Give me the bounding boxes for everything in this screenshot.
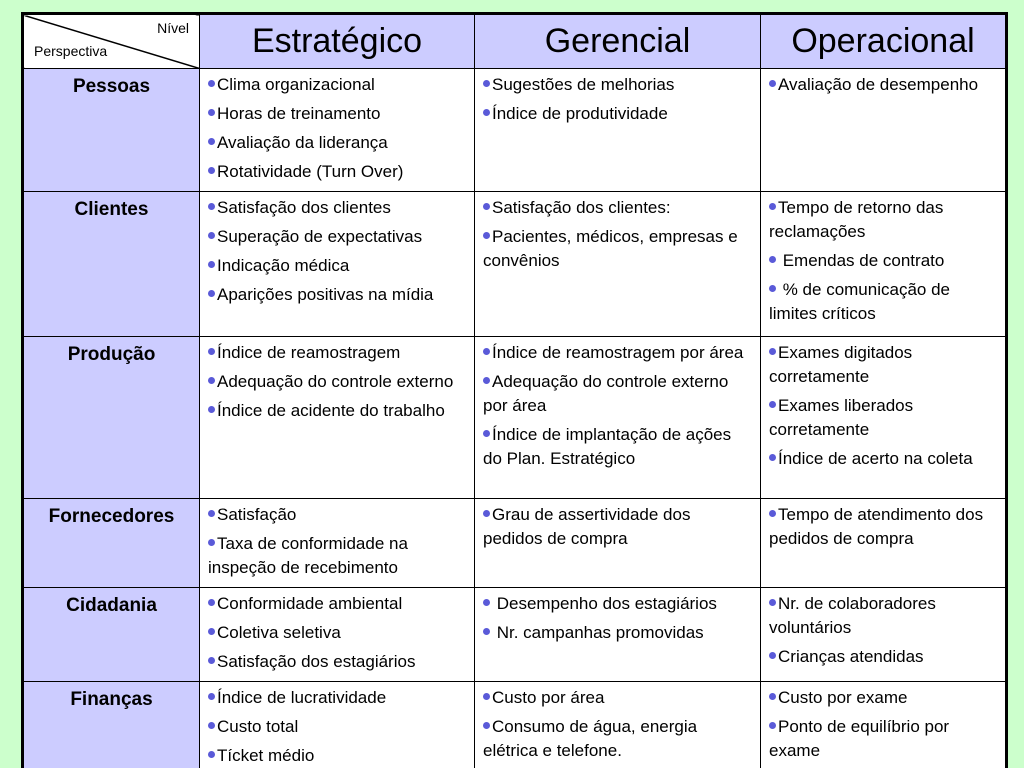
list-item — [769, 592, 997, 640]
cell-operacional — [761, 588, 1007, 682]
indicator-text: Custo por exame — [778, 688, 908, 707]
bullet-icon — [769, 722, 776, 729]
list-item — [483, 102, 752, 126]
indicator-text: Índice de reamostragem — [217, 343, 401, 362]
indicator-text: Horas de treinamento — [217, 104, 381, 123]
table-row — [23, 682, 1007, 768]
list-item — [769, 249, 997, 273]
list-item — [208, 196, 466, 220]
indicator-list — [769, 503, 997, 551]
list-item — [208, 73, 466, 97]
row-header: Finanças — [23, 682, 200, 768]
indicator-text: Indicação médica — [217, 256, 350, 275]
indicator-text: Grau de assertividade dos pedidos de compra — [483, 505, 691, 548]
bullet-icon — [769, 510, 776, 517]
bullet-icon — [483, 348, 490, 355]
list-item — [208, 102, 466, 126]
cell-estrategico — [200, 192, 475, 337]
indicator-text: Rotatividade (Turn Over) — [217, 162, 404, 181]
indicator-text: Sugestões de melhorias — [492, 75, 675, 94]
cell-gerencial — [475, 682, 761, 768]
indicator-text: Consumo de água, energia elétrica e telefone. — [483, 717, 698, 760]
cell-operacional — [761, 337, 1007, 499]
bullet-icon — [208, 232, 215, 239]
indicator-text: Satisfação dos clientes: — [492, 198, 671, 217]
bullet-icon — [483, 599, 490, 606]
indicator-text: Tícket médio — [217, 746, 315, 765]
bullet-icon — [769, 599, 776, 606]
cell-estrategico — [200, 337, 475, 499]
header-row — [23, 14, 1007, 69]
indicator-text: Superação de expectativas — [217, 227, 423, 246]
cell-gerencial — [475, 192, 761, 337]
bullet-icon — [483, 80, 490, 87]
list-item — [483, 423, 752, 471]
list-item — [769, 503, 997, 551]
indicator-list — [483, 341, 752, 471]
bullet-icon — [208, 722, 215, 729]
cell-estrategico — [200, 69, 475, 192]
row-header: Cidadania — [23, 588, 200, 682]
indicator-text: Tempo de atendimento dos pedidos de compra — [769, 505, 984, 548]
indicator-list — [208, 196, 466, 307]
bullet-icon — [769, 80, 776, 87]
list-item — [483, 370, 752, 418]
bullet-icon — [208, 167, 215, 174]
indicator-list — [483, 73, 752, 126]
row-header: Produção — [23, 337, 200, 499]
bullet-icon — [769, 652, 776, 659]
list-item — [483, 225, 752, 273]
indicator-list — [769, 686, 997, 763]
list-item — [208, 686, 466, 710]
table-row — [23, 69, 1007, 192]
cell-gerencial — [475, 588, 761, 682]
bullet-icon — [483, 109, 490, 116]
perspectiva-label: Perspectiva — [34, 43, 108, 59]
list-item — [769, 686, 997, 710]
column-header-operacional: Operacional — [761, 14, 1007, 69]
indicator-list — [208, 592, 466, 674]
bullet-icon — [483, 232, 490, 239]
indicator-text: Tempo de retorno das reclamações — [769, 198, 944, 241]
indicator-text: Custo por área — [492, 688, 605, 707]
indicator-text: Avaliação de desempenho — [778, 75, 979, 94]
indicator-text: Satisfação — [217, 505, 297, 524]
indicator-text: Ponto de equilíbrio por exame — [769, 717, 950, 760]
indicator-text: Crianças atendidas — [778, 647, 924, 666]
list-item — [483, 715, 752, 763]
bullet-icon — [208, 628, 215, 635]
list-item — [769, 73, 997, 97]
indicator-text: Nr. campanhas promovidas — [492, 623, 704, 642]
bullet-icon — [208, 693, 215, 700]
indicators-table — [21, 12, 1008, 768]
list-item — [483, 686, 752, 710]
cell-gerencial — [475, 337, 761, 499]
indicator-text: Desempenho dos estagiários — [492, 594, 717, 613]
bullet-icon — [208, 203, 215, 210]
indicator-text: Índice de acerto na coleta — [778, 449, 973, 468]
column-header-gerencial: Gerencial — [475, 14, 761, 69]
list-item — [208, 621, 466, 645]
corner-cell — [23, 14, 200, 69]
bullet-icon — [208, 751, 215, 758]
bullet-icon — [208, 109, 215, 116]
list-item — [208, 715, 466, 739]
list-item — [208, 399, 466, 423]
bullet-icon — [769, 693, 776, 700]
indicator-text: Satisfação dos estagiários — [217, 652, 416, 671]
list-item — [483, 621, 752, 645]
indicator-text: Coletiva seletiva — [217, 623, 341, 642]
indicator-list — [208, 341, 466, 423]
list-item — [208, 225, 466, 249]
cell-operacional — [761, 192, 1007, 337]
list-item — [769, 645, 997, 669]
row-header: Clientes — [23, 192, 200, 337]
table-row — [23, 499, 1007, 588]
bullet-icon — [483, 510, 490, 517]
indicator-list — [208, 503, 466, 580]
bullet-icon — [769, 454, 776, 461]
indicator-list — [208, 686, 466, 768]
list-item — [208, 160, 466, 184]
list-item — [208, 254, 466, 278]
row-header: Fornecedores — [23, 499, 200, 588]
indicator-text: Índice de reamostragem por área — [492, 343, 744, 362]
table-row — [23, 588, 1007, 682]
list-item — [769, 278, 997, 326]
bullet-icon — [769, 256, 776, 263]
bullet-icon — [208, 599, 215, 606]
column-header-estrategico: Estratégico — [200, 14, 475, 69]
bullet-icon — [208, 406, 215, 413]
indicator-text: Adequação do controle externo — [217, 372, 454, 391]
list-item — [769, 715, 997, 763]
bullet-icon — [483, 377, 490, 384]
bullet-icon — [483, 430, 490, 437]
indicator-text: Exames liberados corretamente — [769, 396, 914, 439]
list-item — [208, 503, 466, 527]
indicator-text: Exames digitados corretamente — [769, 343, 913, 386]
list-item — [208, 341, 466, 365]
list-item — [769, 341, 997, 389]
list-item — [483, 73, 752, 97]
list-item — [483, 592, 752, 616]
list-item — [208, 283, 466, 307]
indicator-text: Nr. de colaboradores voluntários — [769, 594, 936, 637]
table-row — [23, 337, 1007, 499]
bullet-icon — [769, 401, 776, 408]
row-header: Pessoas — [23, 69, 200, 192]
indicator-text: Satisfação dos clientes — [217, 198, 391, 217]
indicator-text: Custo total — [217, 717, 299, 736]
bullet-icon — [208, 80, 215, 87]
bullet-icon — [208, 377, 215, 384]
bullet-icon — [208, 138, 215, 145]
list-item — [208, 532, 466, 580]
list-item — [483, 196, 752, 220]
indicator-text: Índice de implantação de ações do Plan. Estratégico — [483, 425, 732, 468]
list-item — [208, 744, 466, 768]
list-item — [483, 341, 752, 365]
indicator-text: Índice de produtividade — [492, 104, 668, 123]
cell-operacional — [761, 499, 1007, 588]
bullet-icon — [483, 628, 490, 635]
bullet-icon — [208, 290, 215, 297]
bullet-icon — [769, 203, 776, 210]
indicator-text: Pacientes, médicos, empresas e convênios — [483, 227, 738, 270]
list-item — [208, 650, 466, 674]
indicator-list — [769, 73, 997, 97]
indicator-list — [483, 592, 752, 645]
indicator-text: Índice de lucratividade — [217, 688, 387, 707]
indicator-text: Clima organizacional — [217, 75, 375, 94]
list-item — [208, 131, 466, 155]
list-item — [483, 503, 752, 551]
cell-gerencial — [475, 69, 761, 192]
indicator-text: Índice de acidente do trabalho — [217, 401, 445, 420]
indicator-list — [208, 73, 466, 184]
indicator-list — [769, 341, 997, 471]
indicator-text: Avaliação da liderança — [217, 133, 388, 152]
list-item — [208, 370, 466, 394]
nivel-label: Nível — [157, 20, 189, 36]
indicator-list — [769, 592, 997, 669]
indicator-list — [483, 196, 752, 273]
indicator-text: % de comunicação de limites críticos — [769, 280, 950, 323]
bullet-icon — [769, 285, 776, 292]
bullet-icon — [483, 203, 490, 210]
bullet-icon — [483, 722, 490, 729]
cell-operacional — [761, 682, 1007, 768]
cell-estrategico — [200, 588, 475, 682]
indicator-text: Aparições positivas na mídia — [217, 285, 434, 304]
indicator-text: Adequação do controle externo por área — [483, 372, 729, 415]
indicator-list — [483, 503, 752, 551]
bullet-icon — [208, 261, 215, 268]
indicator-text: Taxa de conformidade na inspeção de recebimento — [208, 534, 408, 577]
cell-operacional — [761, 69, 1007, 192]
bullet-icon — [483, 693, 490, 700]
list-item — [769, 196, 997, 244]
cell-estrategico — [200, 682, 475, 768]
bullet-icon — [208, 657, 215, 664]
indicator-list — [483, 686, 752, 763]
indicator-text: Conformidade ambiental — [217, 594, 403, 613]
bullet-icon — [208, 539, 215, 546]
indicator-text: Emendas de contrato — [778, 251, 945, 270]
bullet-icon — [769, 348, 776, 355]
list-item — [208, 592, 466, 616]
list-item — [769, 394, 997, 442]
cell-estrategico — [200, 499, 475, 588]
list-item — [769, 447, 997, 471]
table-row — [23, 192, 1007, 337]
bullet-icon — [208, 348, 215, 355]
cell-gerencial — [475, 499, 761, 588]
bullet-icon — [208, 510, 215, 517]
indicator-list — [769, 196, 997, 326]
